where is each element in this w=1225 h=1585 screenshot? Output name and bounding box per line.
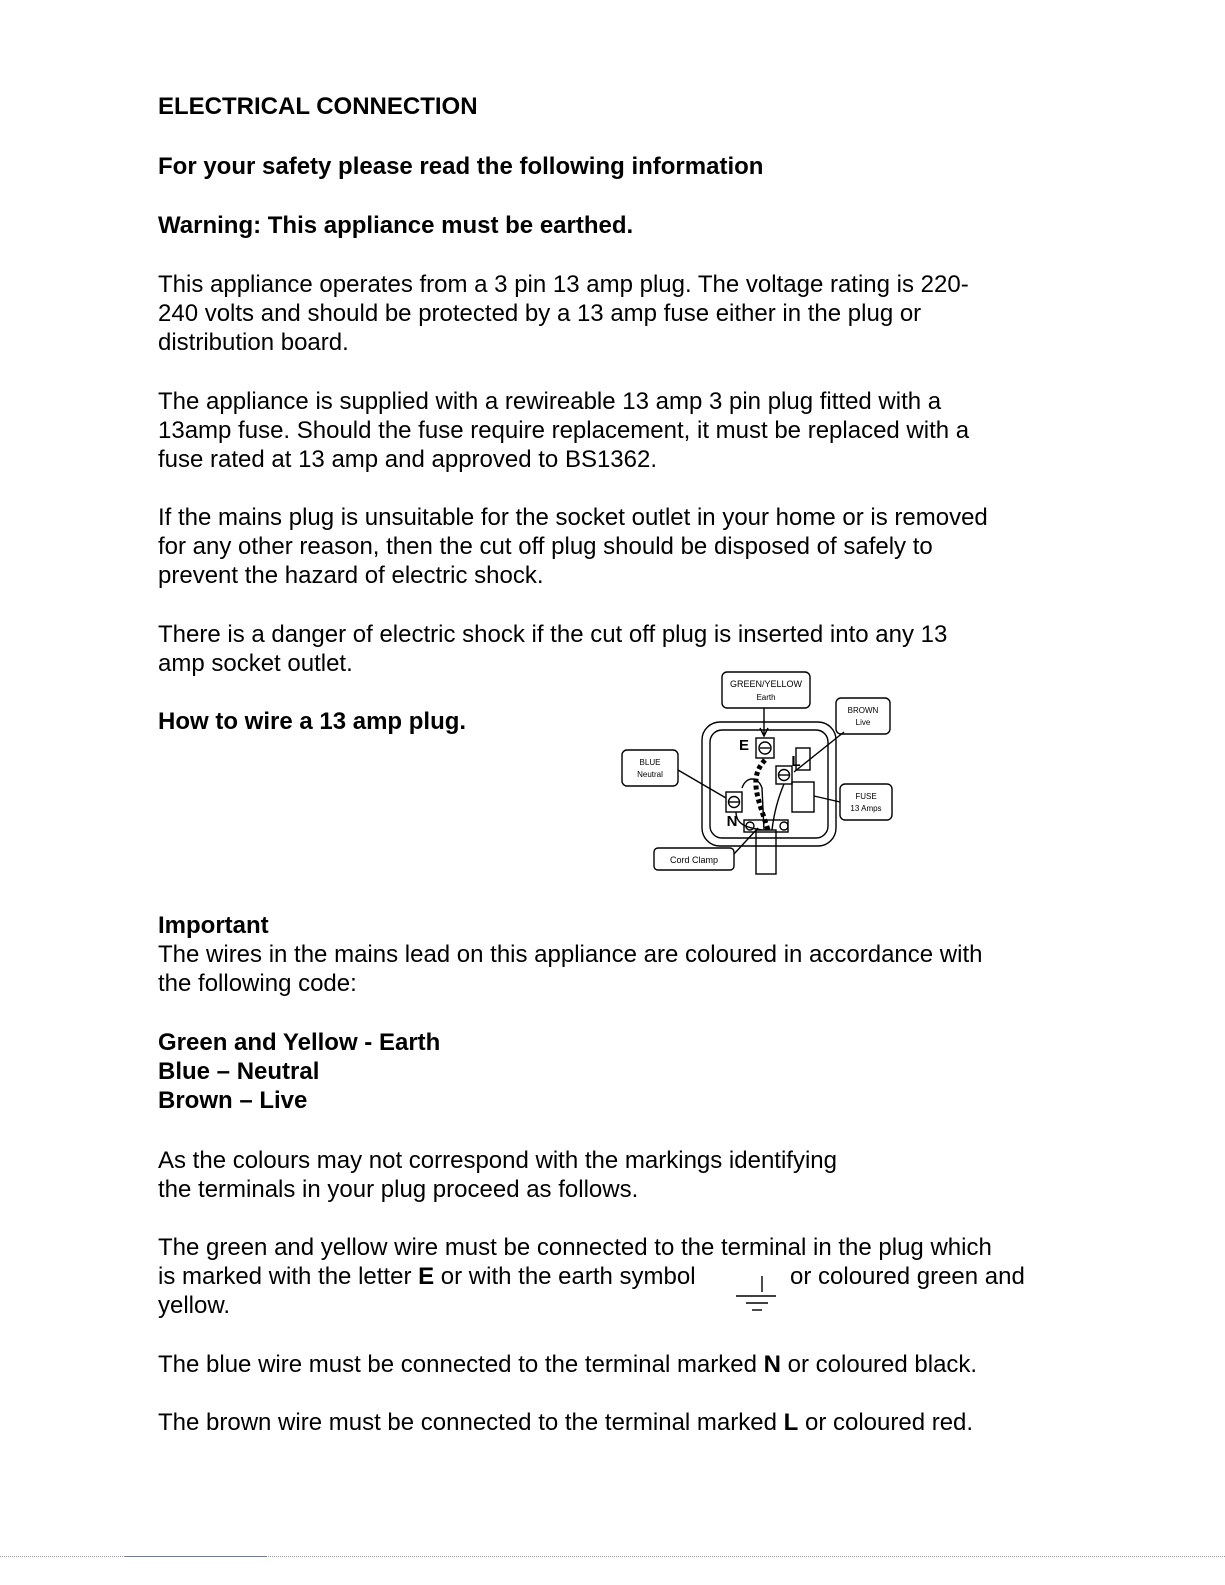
live-label-box <box>836 698 890 734</box>
important-heading: Important <box>158 912 269 939</box>
page-bottom-marker <box>125 1556 267 1557</box>
para-3-line-1: If the mains plug is unsuitable for the socket outlet in your home or is removed <box>158 504 988 531</box>
green-rule-line-1: The green and yellow wire must be connected to the terminal in the plug which <box>158 1234 992 1261</box>
fuse-label-box <box>840 784 892 820</box>
neutral-wire <box>736 812 762 830</box>
code-live: Brown – Live <box>158 1087 308 1114</box>
cord <box>756 830 776 874</box>
neutral-label-box <box>622 750 678 786</box>
green-rule-line-2: is marked with the letter E or with the earth symbol <box>158 1263 696 1290</box>
para-1-line-3: distribution board. <box>158 329 349 356</box>
para-2-line-2: 13amp fuse. Should the fuse require replacement, it must be replaced with a <box>158 417 970 444</box>
para-5-line-2: the terminals in your plug proceed as follows. <box>158 1176 639 1203</box>
blue-rule: The blue wire must be connected to the terminal marked N or coloured black. <box>158 1351 978 1378</box>
plug-wiring-diagram <box>618 668 908 880</box>
neutral-label: BLUE <box>639 758 661 767</box>
para-2-line-1: The appliance is supplied with a rewireable 13 amp 3 pin plug fitted with a <box>158 388 942 415</box>
para-2-line-3: fuse rated at 13 amp and approved to BS1362. <box>158 446 658 473</box>
para-4-line-1: There is a danger of electric shock if the cut off plug is inserted into any 13 <box>158 621 948 648</box>
fuse-label: FUSE <box>855 792 877 801</box>
page-title: ELECTRICAL CONNECTION <box>158 93 478 120</box>
para-5-line-1: As the colours may not correspond with the markings identifying <box>158 1147 837 1174</box>
important-line-1: The wires in the mains lead on this appliance are coloured in accordance with <box>158 941 983 968</box>
terminal-e-label: E <box>738 737 750 754</box>
important-line-2: the following code: <box>158 970 357 997</box>
para-1-line-2: 240 volts and should be protected by a 13 amp fuse either in the plug or <box>158 300 922 327</box>
clamp-label: Cord Clamp <box>669 855 719 865</box>
neutral-sub-label: Neutral <box>637 770 663 779</box>
earth-warning: Warning: This appliance must be earthed. <box>158 212 634 239</box>
code-neutral: Blue – Neutral <box>158 1058 320 1085</box>
para-3-line-2: for any other reason, then the cut off plug should be disposed of safely to <box>158 533 933 560</box>
brown-rule: The brown wire must be connected to the terminal marked L or coloured red. <box>158 1409 974 1436</box>
fuse-sub-label: 13 Amps <box>850 804 882 813</box>
earth-label-box <box>722 672 810 708</box>
para-3-line-3: prevent the hazard of electric shock. <box>158 562 544 589</box>
fuse <box>792 782 814 812</box>
earth-symbol-icon <box>734 1272 778 1316</box>
earth-sub-label: Earth <box>756 693 776 702</box>
live-label: BROWN <box>847 706 879 715</box>
terminal-l-label: L <box>791 753 801 770</box>
safety-heading: For your safety please read the following information <box>158 153 764 180</box>
green-rule-line-2-end: or coloured green and <box>790 1263 1025 1290</box>
green-rule-line-3: yellow. <box>158 1292 231 1319</box>
earth-label: GREEN/YELLOW <box>729 679 803 689</box>
live-sub-label: Live <box>855 718 871 727</box>
terminal-n-label: N <box>726 813 738 830</box>
para-1-line-1: This appliance operates from a 3 pin 13 amp plug. The voltage rating is 220- <box>158 271 969 298</box>
para-4-line-2: amp socket outlet. <box>158 650 353 677</box>
code-earth: Green and Yellow - Earth <box>158 1029 441 1056</box>
wiring-heading: How to wire a 13 amp plug. <box>158 708 467 735</box>
